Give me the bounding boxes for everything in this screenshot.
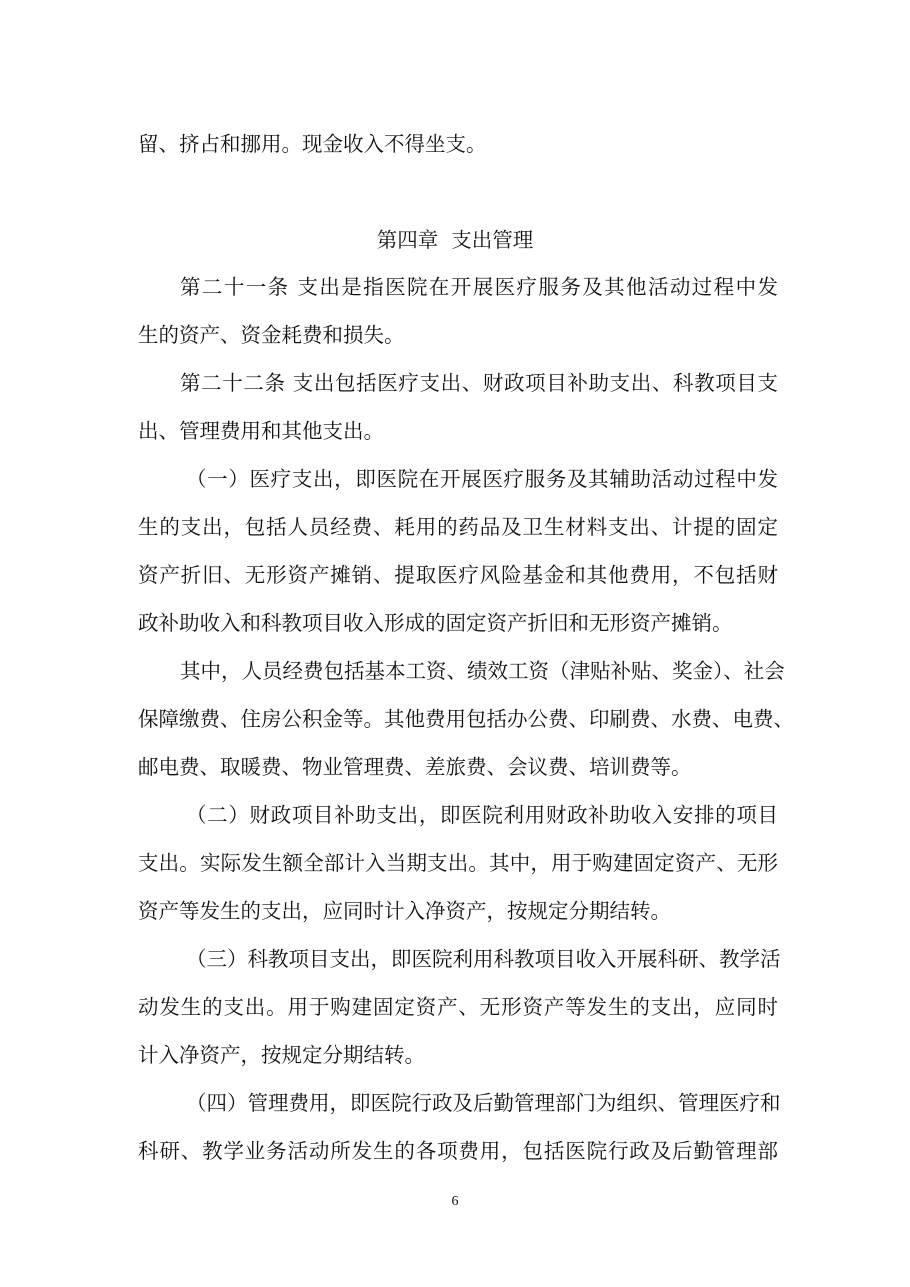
item-2-line-3: 资产等发生的支出，应同时计入净资产，按规定分期结转。 [138, 899, 671, 923]
item-3-line-2: 动发生的支出。用于购建固定资产、无形资产等发生的支出，应同时 [138, 995, 778, 1019]
item-1-line-2: 生的支出，包括人员经费、耗用的药品及卫生材料支出、计提的固定 [138, 515, 778, 539]
personnel-line-2: 保障缴费、住房公积金等。其他费用包括办公费、印刷费、水费、电费、 [138, 707, 794, 731]
item-3-line-1: （三）科教项目支出，即医院利用科教项目收入开展科研、教学活 [186, 947, 781, 971]
page-number: 6 [451, 1194, 459, 1209]
article-22-line-1: 第二十二条 支出包括医疗支出、财政项目补助支出、科教项目支 [180, 371, 778, 395]
item-2-line-1: （二）财政项目补助支出，即医院利用财政补助收入安排的项目 [186, 803, 778, 827]
article-22-line-2: 出、管理费用和其他支出。 [138, 419, 384, 443]
paragraph-line: 留、挤占和挪用。现金收入不得坐支。 [138, 132, 487, 156]
item-1-line-1: （一）医疗支出，即医院在开展医疗服务及其辅助活动过程中发 [186, 467, 778, 491]
personnel-line-1: 其中，人员经费包括基本工资、绩效工资（津贴补贴、奖金）、社会 [180, 659, 785, 683]
personnel-line-3: 邮电费、取暖费、物业管理费、差旅费、会议费、培训费等。 [138, 755, 692, 779]
item-3-line-3: 计入净资产，按规定分期结转。 [138, 1043, 425, 1067]
article-21-line-2: 生的资产、资金耗费和损失。 [138, 323, 405, 347]
item-1-line-4: 政补助收入和科教项目收入形成的固定资产折旧和无形资产摊销。 [138, 611, 733, 635]
item-2-line-2: 支出。实际发生额全部计入当期支出。其中，用于购建固定资产、无形 [138, 851, 778, 875]
item-4-line-1: （四）管理费用，即医院行政及后勤管理部门为组织、管理医疗和 [186, 1091, 781, 1115]
article-21-line-1: 第二十一条 支出是指医院在开展医疗服务及其他活动过程中发 [180, 275, 778, 299]
item-1-line-3: 资产折旧、无形资产摊销、提取医疗风险基金和其他费用，不包括财 [138, 563, 778, 587]
chapter-heading: 第四章 支出管理 [376, 228, 534, 252]
item-4-line-2: 科研、教学业务活动所发生的各项费用，包括医院行政及后勤管理部 [138, 1139, 778, 1163]
